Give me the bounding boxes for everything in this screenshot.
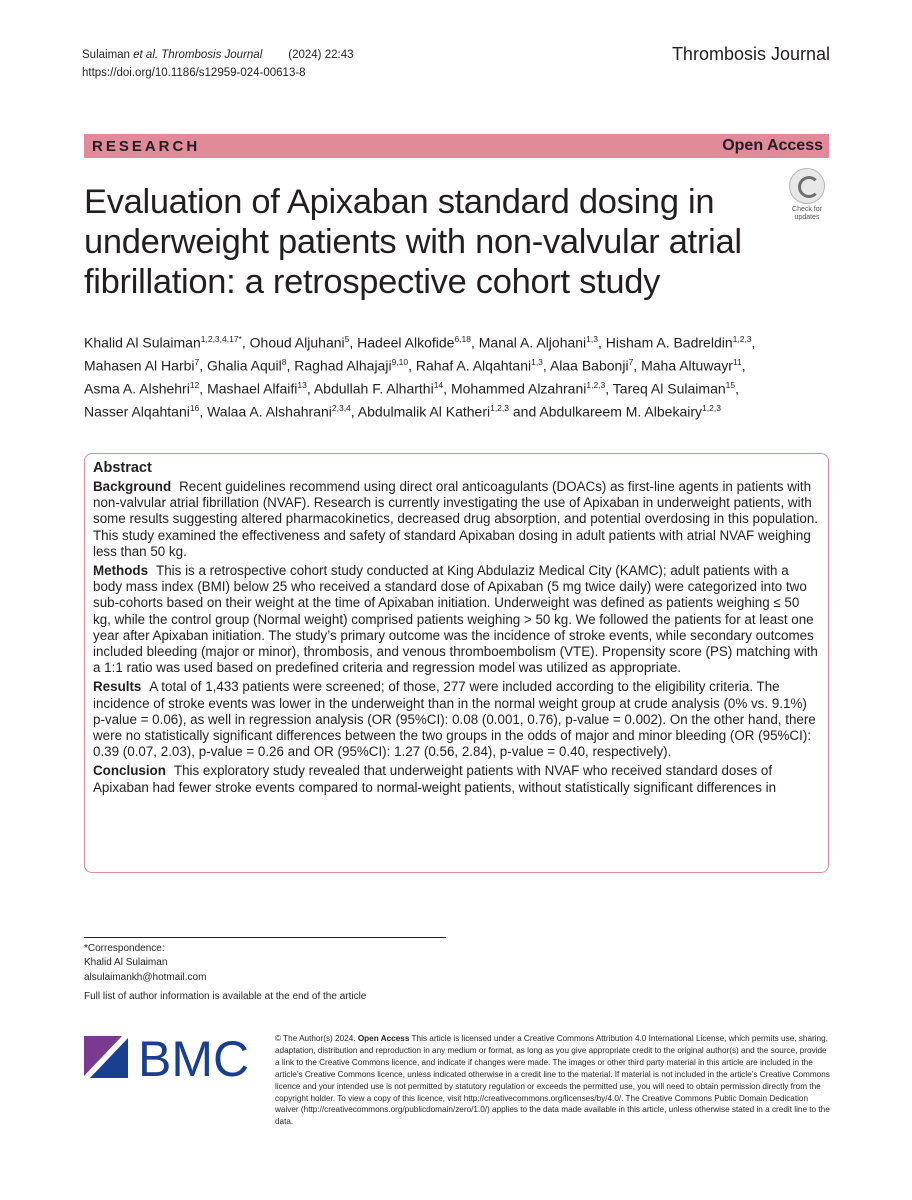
- author-affiliation: 13: [297, 380, 307, 391]
- abstract-methods: [93, 563, 820, 676]
- author-name[interactable]: Mohammed Alzahrani: [450, 380, 587, 397]
- author-name[interactable]: Hisham A. Badreldin: [605, 334, 733, 351]
- results-text: A total of 1,433 patients were screened; of those, 277 were included according to the eligibility criteria. The incidence of stroke events was lower in the underweight than in the normal weight group at crude analysis (0% vs. 9.1%) p-value = 0.06), as well in regression analysis (OR (95%CI): 0.08 (0.001, 0.76), p-value = 0.002). On the other hand, there were no statistically significant differences between the two groups in the odds of major and minor bleeding (OR (95%CI): 0.39 (0.07, 2.03), p-value = 0.26 and OR (95%CI): 1.27 (0.56, 2.84), p-value = 0.40, respectively).: [93, 679, 816, 760]
- author-affiliation: 12: [189, 380, 200, 391]
- check-updates-label: Check for updates: [792, 206, 822, 221]
- author-name[interactable]: Hadeel Alkofide: [357, 334, 455, 351]
- author-name[interactable]: Abdulmalik Al Katheri: [357, 404, 491, 421]
- author-name[interactable]: Rahaf A. Alqahtani: [415, 357, 532, 374]
- author-name[interactable]: Ghalia Aquil: [207, 357, 282, 374]
- author-affiliation: 16: [189, 403, 200, 414]
- open-access-label: Open Access: [722, 137, 823, 154]
- author-affiliation: 2,3,4: [331, 403, 351, 414]
- running-header: [82, 46, 353, 82]
- author-affiliation: 11: [732, 357, 742, 368]
- author-affiliation: 1,3: [531, 357, 543, 368]
- author-affiliation: 1,2,3: [702, 403, 721, 414]
- background-text: Recent guidelines recommend using direct oral anticoagulants (DOACs) as first-line agents in patients with non-valvular atrial fibrillation (NVAF). Research is currently investigating the use of Apixaban in underweight patients, with some results suggesting altered pharmacokinetics, decreased drug absorption, and potential overdosing in this population. This study examined the effectiveness and safety of standard Apixaban dosing in adult patients with atrial NVAF weighing less than 50 kg.: [93, 479, 819, 559]
- author-name[interactable]: Khalid Al Sulaiman: [84, 334, 201, 351]
- author-name[interactable]: Raghad Alhajaji: [294, 357, 392, 374]
- author-affiliation: 8: [281, 357, 287, 368]
- citation-authors: Sulaiman: [82, 49, 134, 61]
- author-affiliation: 1,2,3: [490, 403, 509, 414]
- journal-name: Thrombosis Journal: [671, 44, 830, 64]
- citation-line: [82, 46, 353, 64]
- methods-label: Methods: [93, 563, 149, 579]
- results-label: Results: [93, 679, 142, 695]
- methods-text: This is a retrospective cohort study conducted at King Abdulaziz Medical City (KAMC); adult patients with a body mass index (BMI) below 25 who received a standard dose of Apixaban (5 mg twice daily) were categorized into two sub-cohorts based on their weight at the time of Apixaban initiation. Underweight was defined as patients weighing ≤ 50 kg, while the control group (Normal weight) comprised patients weighing > 50 kg. We followed the patients for at least one year after Apixaban initiation. The study’s primary outcome was the incidence of stroke events, while secondary outcomes included bleeding (major or minor), thrombosis, and venous thromboembolism (VTE). Propensity score (PS) matching with a 1:1 ratio was used based on predefined criteria and regression model was utilized as appropriate.: [93, 563, 818, 676]
- author-name[interactable]: Maha Altuwayr: [641, 357, 733, 374]
- doi-link[interactable]: https://doi.org/10.1186/s12959-024-00613-8: [82, 67, 306, 79]
- article-title: Evaluation of Apixaban standard dosing in underweight patients with non-valvular atrial fibrillation: a retrospective cohort study: [84, 183, 742, 301]
- author-affiliation: 1,2,3,4,17*: [200, 334, 242, 344]
- correspondence-email[interactable]: alsulaimankh@hotmail.com: [84, 971, 207, 983]
- author-name[interactable]: Walaa A. Alshahrani: [207, 404, 332, 421]
- author-name[interactable]: Tareq Al Sulaiman: [612, 380, 726, 397]
- abstract-conclusion: [93, 763, 820, 795]
- background-label: Background: [93, 479, 172, 494]
- copyright-notice: © The Author(s) 2024.: [275, 1034, 356, 1043]
- conclusion-text: This exploratory study revealed that underweight patients with NVAF who received standard doses of Apixaban had fewer stroke events compared to normal-weight patients, without statistically significant differences in: [93, 763, 777, 795]
- license-open-access: Open Access: [357, 1034, 410, 1043]
- author-affiliation: 1,2,3: [586, 380, 606, 391]
- author-affiliation: 14: [433, 380, 444, 391]
- correspondence-name: Khalid Al Sulaiman: [84, 957, 168, 969]
- author-name[interactable]: Mashael Alfaifi: [207, 380, 298, 397]
- author-name[interactable]: Alaa Babonji: [549, 357, 629, 374]
- conclusion-label: Conclusion: [93, 763, 166, 779]
- correspondence-label: *Correspondence:: [84, 943, 165, 954]
- abstract-results: [93, 679, 820, 760]
- author-affiliation: 1,2,3: [732, 334, 752, 344]
- license-text: [275, 1033, 830, 1128]
- author-name[interactable]: Nasser Alqahtani: [84, 404, 190, 421]
- author-name[interactable]: Abdullah F. Alharthi: [313, 380, 434, 397]
- check-updates-icon: [789, 168, 825, 204]
- author-affiliation: 6,18: [454, 334, 471, 344]
- author-name[interactable]: Mahasen Al Harbi: [84, 357, 195, 374]
- author-conjunction: and: [512, 404, 537, 421]
- article-type: RESEARCH: [92, 137, 201, 155]
- author-name[interactable]: Ohoud Aljuhani: [249, 334, 345, 351]
- citation-year-pages: (2024) 22:43: [288, 49, 354, 61]
- article-type-banner: [84, 134, 829, 158]
- check-for-updates-button[interactable]: [786, 168, 828, 222]
- bmc-logo-text: BMC: [138, 1031, 250, 1084]
- author-affiliation: 7: [628, 357, 634, 368]
- abstract-background: [93, 479, 820, 560]
- author-name[interactable]: Manal A. Aljohani: [478, 334, 587, 351]
- author-affiliation: 15: [725, 380, 736, 391]
- license-body: This article is licensed under a Creative Commons Attribution 4.0 International License, which permits use, sharing, adaptation, distribution and reproduction in any medium or format, as long as you give appropriate credit to the original author(s) and the source, provide a link to the Creative Commons licence, and indicate if changes were made. The images or other third party material in this article are included in the article’s Creative Commons licence, unless indicated otherwise in a credit line to the material. If material is not included in the article’s Creative Commons licence and your intended use is not permitted by statutory regulation or exceeds the permitted use, you will need to obtain permission directly from the copyright holder. To view a copy of this licence, visit http://creativecommons.org/licenses/by/4.0/. The Creative Commons Public Domain Dedication waiver (http://creativecommons.org/publicdomain/zero/1.0/) applies to the data made available in this article, unless otherwise stated in a credit line to the data.: [275, 1034, 830, 1127]
- correspondence-block: [84, 942, 206, 985]
- abstract-heading: Abstract: [93, 460, 152, 476]
- author-affiliation: 9,10: [391, 357, 409, 368]
- author-info-note: Full list of author information is available at the end of the article: [84, 991, 367, 1002]
- author-name[interactable]: Asma A. Alshehri: [84, 380, 190, 397]
- author-name[interactable]: Abdulkareem M. Albekairy: [539, 404, 703, 421]
- author-list: Khalid Al Sulaiman$^{1,2,3,4,17*}$, Ohoud Aljuhani$^5$, Hadeel Alkofide$^{6,18}$, Manal A. Aljohani$^{1,3}$, Hisham A. Badreldin$^{1,2,3}$, Mahasen Al Harbi$^7$, Ghalia Aquil$^8$, Raghad Alhajaji$^{9,10}$, Rahaf A. Alqahtani$^{1,3}$, Alaa Babonji$^7$, Maha Altuwayr$^{11}$, Asma A. Alshehri$^{12}$, Mashael Alfaifi$^{13}$, Abdullah F. Alharthi$^{14}$, Mohammed Alzahrani$^{1,2,3}$, Tareq Al Sulaiman$^{15}$, Nasser Alqahtani$^{16}$, Walaa A. Alshahrani$^{2,3,4}$, Abdulmalik Al Katheri$^{1,2,3}$ and Abdulkareem M. Albekairy$^{1,2,3}$: [84, 334, 756, 421]
- author-affiliation: 5: [344, 334, 350, 344]
- author-affiliation: 1,3: [586, 334, 598, 344]
- footnote-rule: [84, 937, 446, 938]
- bmc-logo: [84, 1030, 256, 1084]
- author-affiliation: 7: [194, 357, 200, 368]
- abstract-box: [84, 453, 829, 873]
- citation-journal: et al. Thrombosis Journal: [133, 49, 263, 61]
